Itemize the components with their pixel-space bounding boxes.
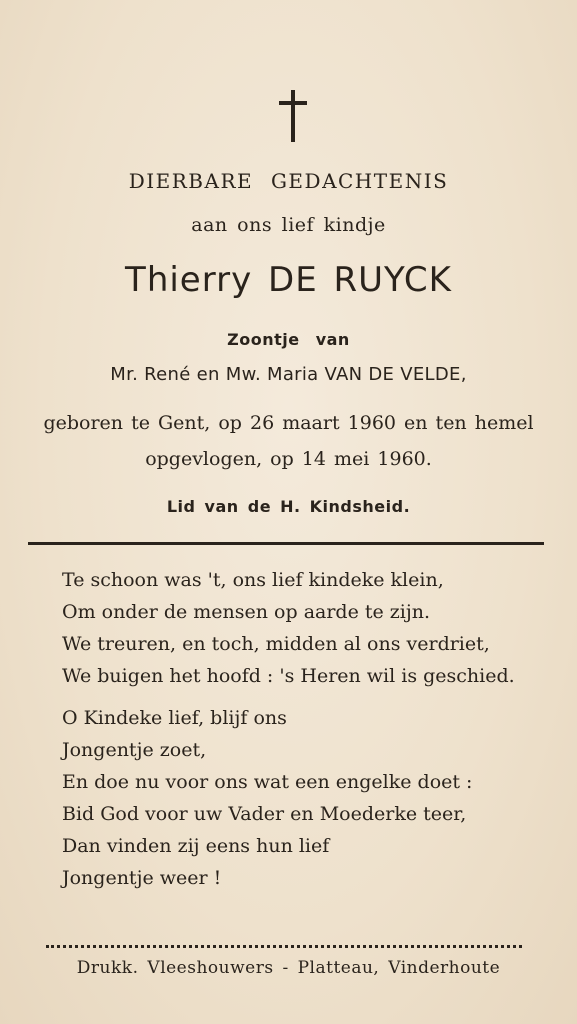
poem-line: En doe nu voor ons wat een engelke doet : [62,771,473,793]
poem-line: Dan vinden zij eens hun lief [62,835,330,857]
latin-cross-icon [278,90,308,142]
poem-line: Om onder de mensen op aarde te zijn. [62,601,431,623]
poem-line: Te schoon was 't, ons lief kindeke klein, [62,569,444,591]
dotted-divider [46,945,522,948]
divider-rule [28,542,544,545]
poem-stanza-1 [62,564,515,692]
poem-line: Jongentje zoet, [62,739,207,761]
poem-line: We treuren, en toch, midden al ons verdriet, [62,633,490,655]
poem-line: Jongentje weer ! [62,867,222,889]
birth-death-line-1: geboren te Gent, op 26 maart 1960 en ten hemel [43,412,534,434]
birth-death-line-2: opgevlogen, op 14 mei 1960. [145,448,432,470]
parents-names: Mr. René en Mw. Maria VAN DE VELDE, [110,364,467,385]
printer-credit: Drukk. Vleeshouwers - Platteau, Vinderhoute [76,958,501,978]
poem-line: O Kindeke lief, blijf ons [62,707,287,729]
poem-line: Bid God voor uw Vader en Moederke teer, [62,803,467,825]
deceased-name: Thierry DE RUYCK [125,260,452,300]
dedication: aan ons lief kindje [191,214,386,236]
heading: DIERBARE GEDACHTENIS [128,169,449,193]
son-of-label: Zoontje van [227,330,350,349]
poem-line: We buigen het hoofd : 's Heren wil is geschied. [62,665,515,687]
membership: Lid van de H. Kindsheid. [166,497,411,516]
poem-stanza-2 [62,702,472,894]
